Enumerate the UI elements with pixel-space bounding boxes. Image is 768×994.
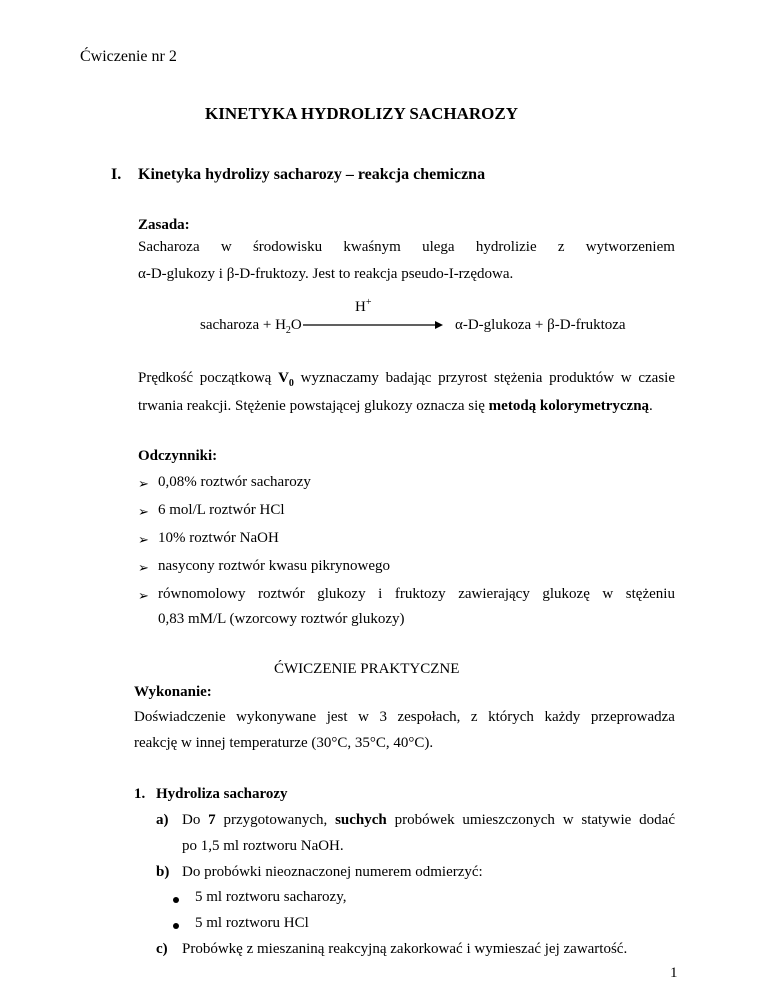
reaction-right: α-D-glukoza + β-D-fruktoza	[455, 317, 626, 333]
bullet-dot-icon	[173, 897, 179, 903]
reagent-item: nasycony roztwór kwasu pikrynowego	[158, 558, 391, 574]
reaction-left: sacharoza + $H_2O$	[200, 317, 302, 336]
word: zespołach,	[397, 709, 461, 725]
step-title: Hydroliza sacharozy	[156, 786, 288, 802]
wykonanie-heading: Wykonanie:	[134, 684, 212, 700]
word: zawierający	[458, 586, 530, 602]
word: których	[488, 709, 534, 725]
step-c-text: Probówkę z mieszaniną reakcyjną zakorkować i wymieszać jej zawartość.	[182, 941, 628, 957]
word: w	[220, 239, 232, 255]
word: równomolowy	[158, 586, 246, 602]
word: fruktozy	[394, 586, 446, 602]
reaction-arrow-icon	[303, 320, 443, 330]
word: Sacharoza	[138, 239, 200, 255]
step-a-line-1: Do 7 przygotowanych, suchych probówek umieszczonych w statywie dodać	[182, 812, 675, 828]
word: hydrolizie	[475, 239, 537, 255]
word: 3	[379, 709, 387, 725]
page-title: KINETYKA HYDROLIZY SACHAROZY	[205, 104, 518, 123]
step-b-item: 5 ml roztworu HCl	[195, 915, 309, 931]
word: stężeniu	[625, 586, 675, 602]
word: w	[358, 709, 369, 725]
reagent-item: 0,08% roztwór sacharozy	[158, 474, 311, 490]
zasada-heading: Zasada:	[138, 217, 190, 233]
arrow-bullet-icon: ➢	[138, 560, 149, 575]
alpha-symbol: α	[138, 266, 146, 282]
word: przeprowadza	[590, 709, 675, 725]
predkosc-line-2: trwania reakcji. Stężenie powstającej glukozy oznacza się metodą kolorymetryczną.	[138, 398, 653, 414]
word: kwaśnym	[343, 239, 401, 255]
reaction-catalyst: H+	[355, 297, 372, 315]
predkosc-line-1: Prędkość początkową $V_0$ wyznaczamy badając przyrost stężenia produktów w czasie	[138, 370, 675, 389]
word: z	[557, 239, 565, 255]
word: roztwór	[258, 586, 305, 602]
bullet-dot-icon	[173, 923, 179, 929]
word: glukozy	[317, 586, 366, 602]
word: wytworzeniem	[585, 239, 675, 255]
word: w	[602, 586, 614, 602]
word: Doświadczenie	[134, 709, 226, 725]
step-a-line-2: po 1,5 ml roztworu NaOH.	[182, 838, 344, 854]
beta-symbol: β	[226, 266, 235, 282]
word: każdy	[544, 709, 581, 725]
word: wykonywane	[236, 709, 317, 725]
step-a-label: a)	[156, 812, 169, 828]
arrow-bullet-icon: ➢	[138, 504, 149, 519]
wykonanie-line-2: reakcję w innej temperaturze (30°C, 35°C, 40°C).	[134, 735, 434, 751]
practical-heading: ĆWICZENIE PRAKTYCZNE	[274, 661, 460, 677]
word: środowisku	[252, 239, 323, 255]
arrow-bullet-icon: ➢	[138, 532, 149, 547]
reagent-item-last-line-2: 0,83 mM/L (wzorcowy roztwór glukozy)	[158, 611, 405, 627]
word: z	[470, 709, 478, 725]
reagent-item: 6 mol/L roztwór HCl	[158, 502, 285, 518]
word: jest	[326, 709, 348, 725]
word: ulega	[422, 239, 455, 255]
section-number: I.	[111, 166, 122, 183]
arrow-bullet-icon: ➢	[138, 476, 149, 491]
section-title: Kinetyka hydrolizy sacharozy – reakcja chemiczna	[138, 166, 486, 183]
step-b-text: Do probówki nieoznaczonej numerem odmierzyć:	[182, 864, 483, 880]
arrow-bullet-icon: ➢	[138, 588, 149, 603]
page-header: Ćwiczenie nr 2	[80, 48, 177, 65]
reagent-item-last-line-1	[158, 586, 675, 603]
zasada-line-2: α-D-glukozy i β-D-fruktozy. Jest to reakcja pseudo-I-rzędowa.	[138, 266, 514, 282]
step-c-label: c)	[156, 941, 168, 957]
step-b-item: 5 ml roztworu sacharozy,	[195, 889, 347, 905]
zasada-line-1	[138, 239, 675, 256]
page-number: 1	[670, 965, 678, 981]
word: i	[378, 586, 383, 602]
reagent-item: 10% roztwór NaOH	[158, 530, 279, 546]
step-number: 1.	[134, 786, 146, 802]
wykonanie-line-1	[134, 709, 675, 726]
step-b-label: b)	[156, 864, 170, 880]
word: glukozę	[542, 586, 590, 602]
odczynniki-heading: Odczynniki:	[138, 448, 218, 464]
